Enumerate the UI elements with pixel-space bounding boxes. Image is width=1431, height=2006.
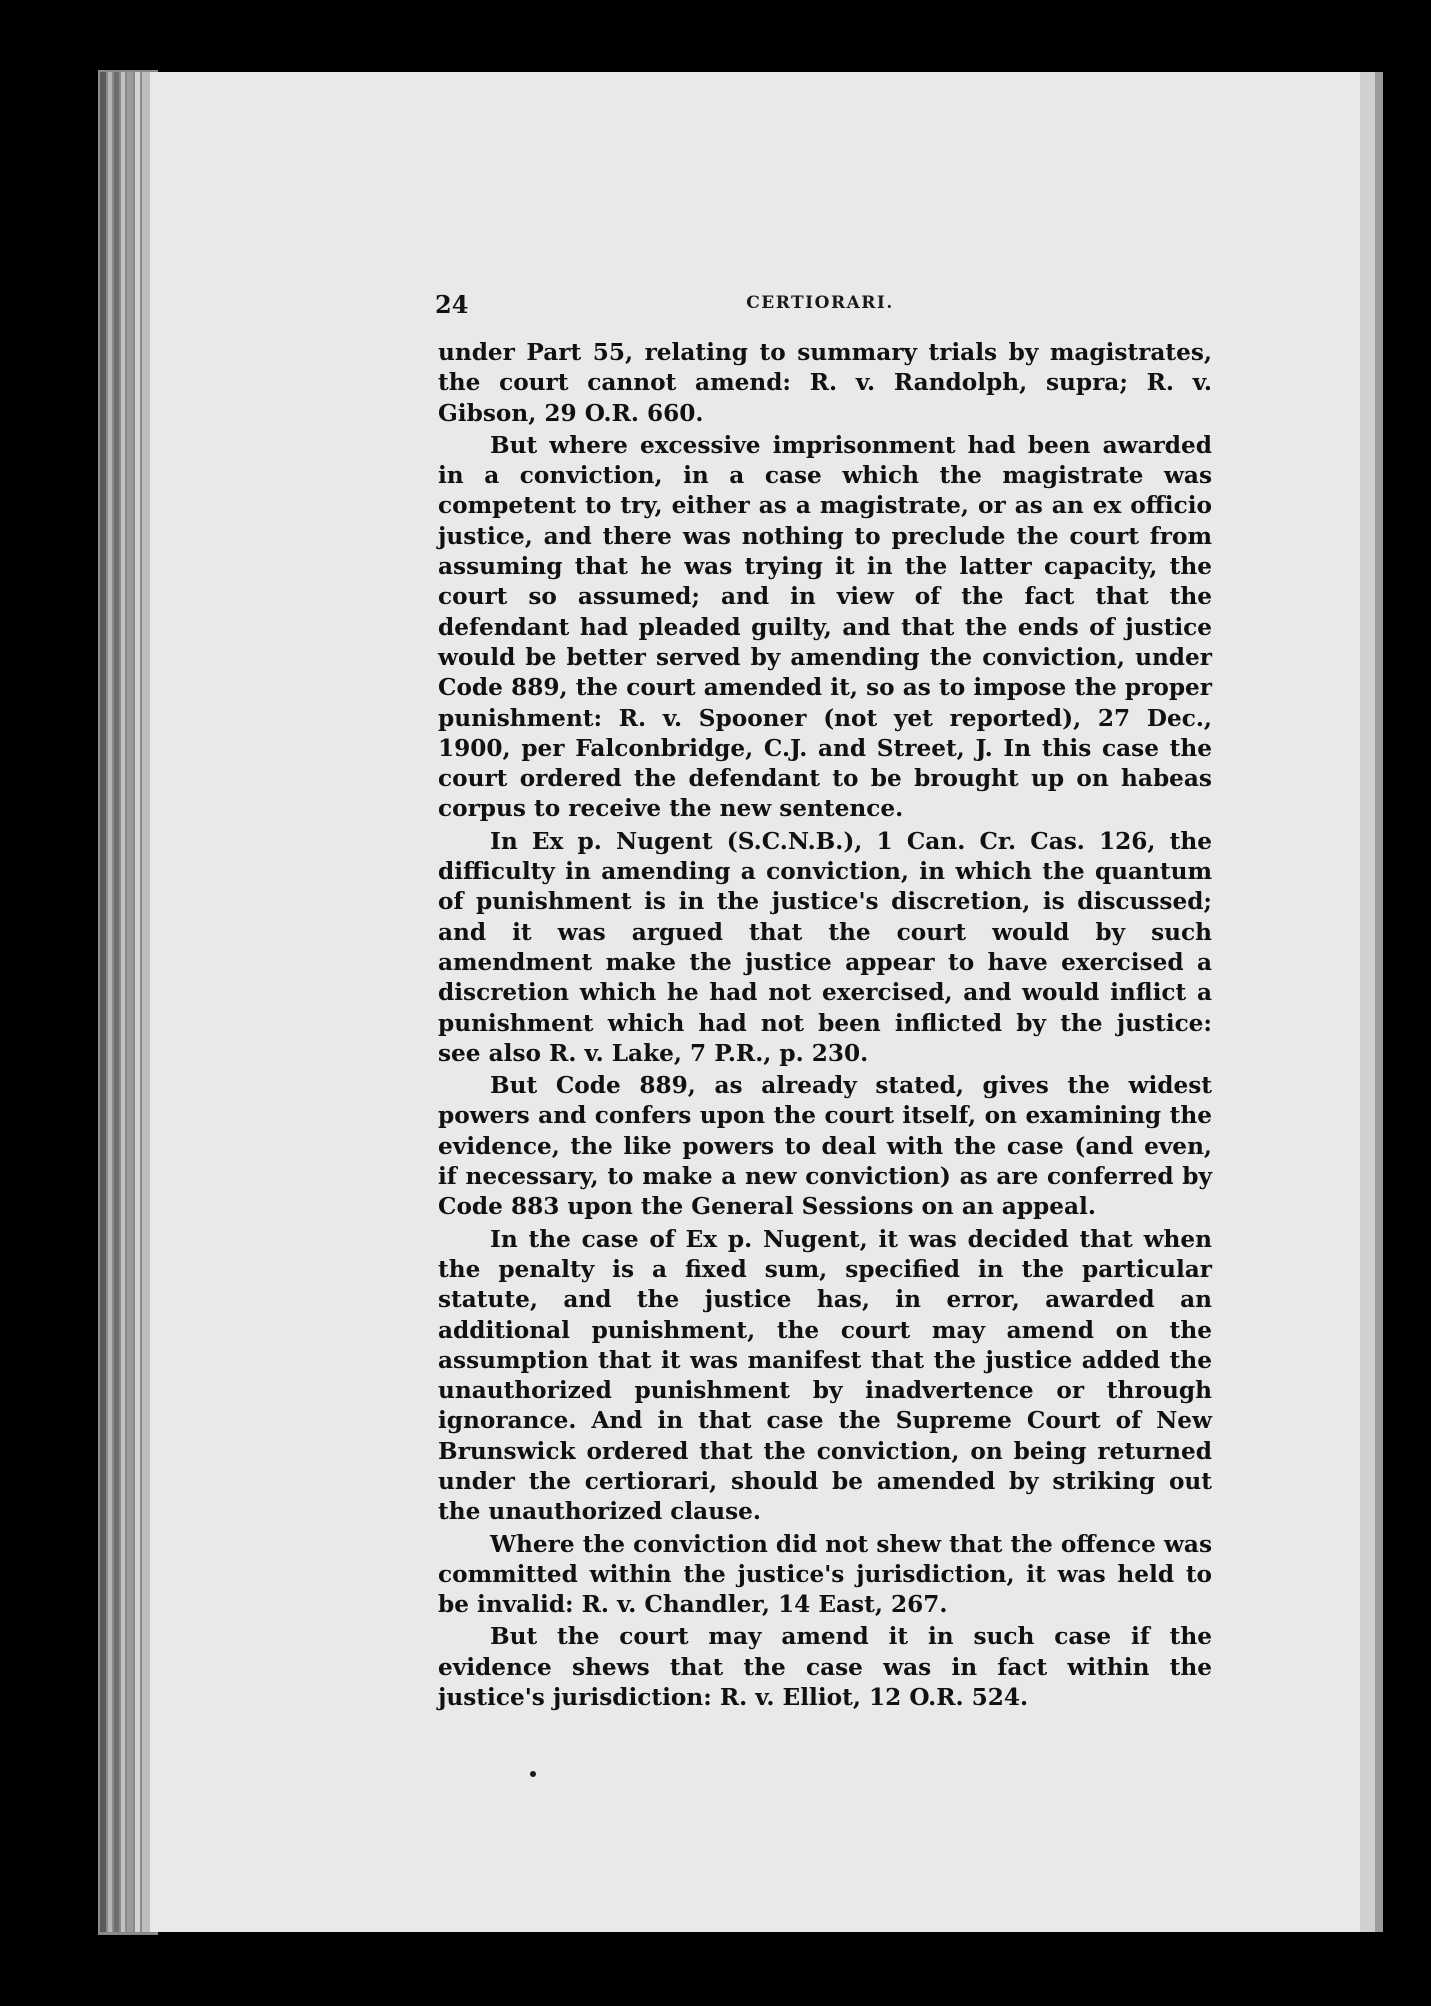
paragraph: But the court may amend it in such case if the evidence shews that the case was in fact within the justice's jurisdiction: R. v. Elliot, 12 O.R. 524. — [438, 1623, 1212, 1712]
page-number: 24 — [435, 290, 469, 319]
ink-speck — [530, 1771, 536, 1777]
paragraph: under Part 55, relating to summary trials by magistrates, the court cannot amend: R. v. Randolph, supra; R. v. Gibson, 29 O.R. 660. — [438, 339, 1212, 427]
paragraph: In Ex p. Nugent (S.C.N.B.), 1 Can. Cr. Cas. 126, the difficulty in amending a conviction, in which the quantum of punishment is in the justice's discretion, is discussed; and it was argued that the court would by such amendment make the justice appear to have exercised a discretion which he had not exercised, and would inflict a punishment which had not been inflicted by the justice: see also R. v. Lake, 7 P.R., p. 230. — [438, 827, 1212, 1067]
page-header — [435, 290, 1205, 320]
paragraph: But Code 889, as already stated, gives the widest powers and confers upon the court itself, on examining the evidence, the like powers to deal with the case (and even, if necessary, to make a new conviction) as are conferred by Code 883 upon the General Sessions on an appeal. — [438, 1072, 1212, 1221]
body-text — [438, 338, 1212, 1715]
paragraph: Where the conviction did not shew that the offence was committed within the justice's jurisdiction, it was held to be invalid: R. v. Chandler, 14 East, 267. — [438, 1530, 1212, 1619]
running-head: CERTIORARI. — [746, 293, 894, 313]
paragraph: But where excessive imprisonment had been awarded in a conviction, in a case which the magistrate was competent to try, either as a magistrate, or as an ex officio justice, and there was nothing to preclude the court from assuming that he was trying it in the latter capacity, the court so assumed; and in view of the fact that the defendant had pleaded guilty, and that the ends of justice would be better served by amending the conviction, under Code 889, the court amended it, so as to impose the proper punishment: R. v. Spooner (not yet reported), 27 Dec., 1900, per Falconbridge, C.J. and Street, J. In this case the court ordered the defendant to be brought up on habeas corpus to receive the new sentence. — [438, 431, 1212, 823]
paragraph: In the case of Ex p. Nugent, it was decided that when the penalty is a fixed sum, specified in the particular statute, and the justice has, in error, awarded an additional punishment, the court may amend on the assumption that it was manifest that the justice added the unauthorized punishment by inadvertence or through ignorance. And in that case the Supreme Court of New Brunswick ordered that the conviction, on being returned under the certiorari, should be amended by striking out the unauthorized clause. — [438, 1225, 1212, 1526]
